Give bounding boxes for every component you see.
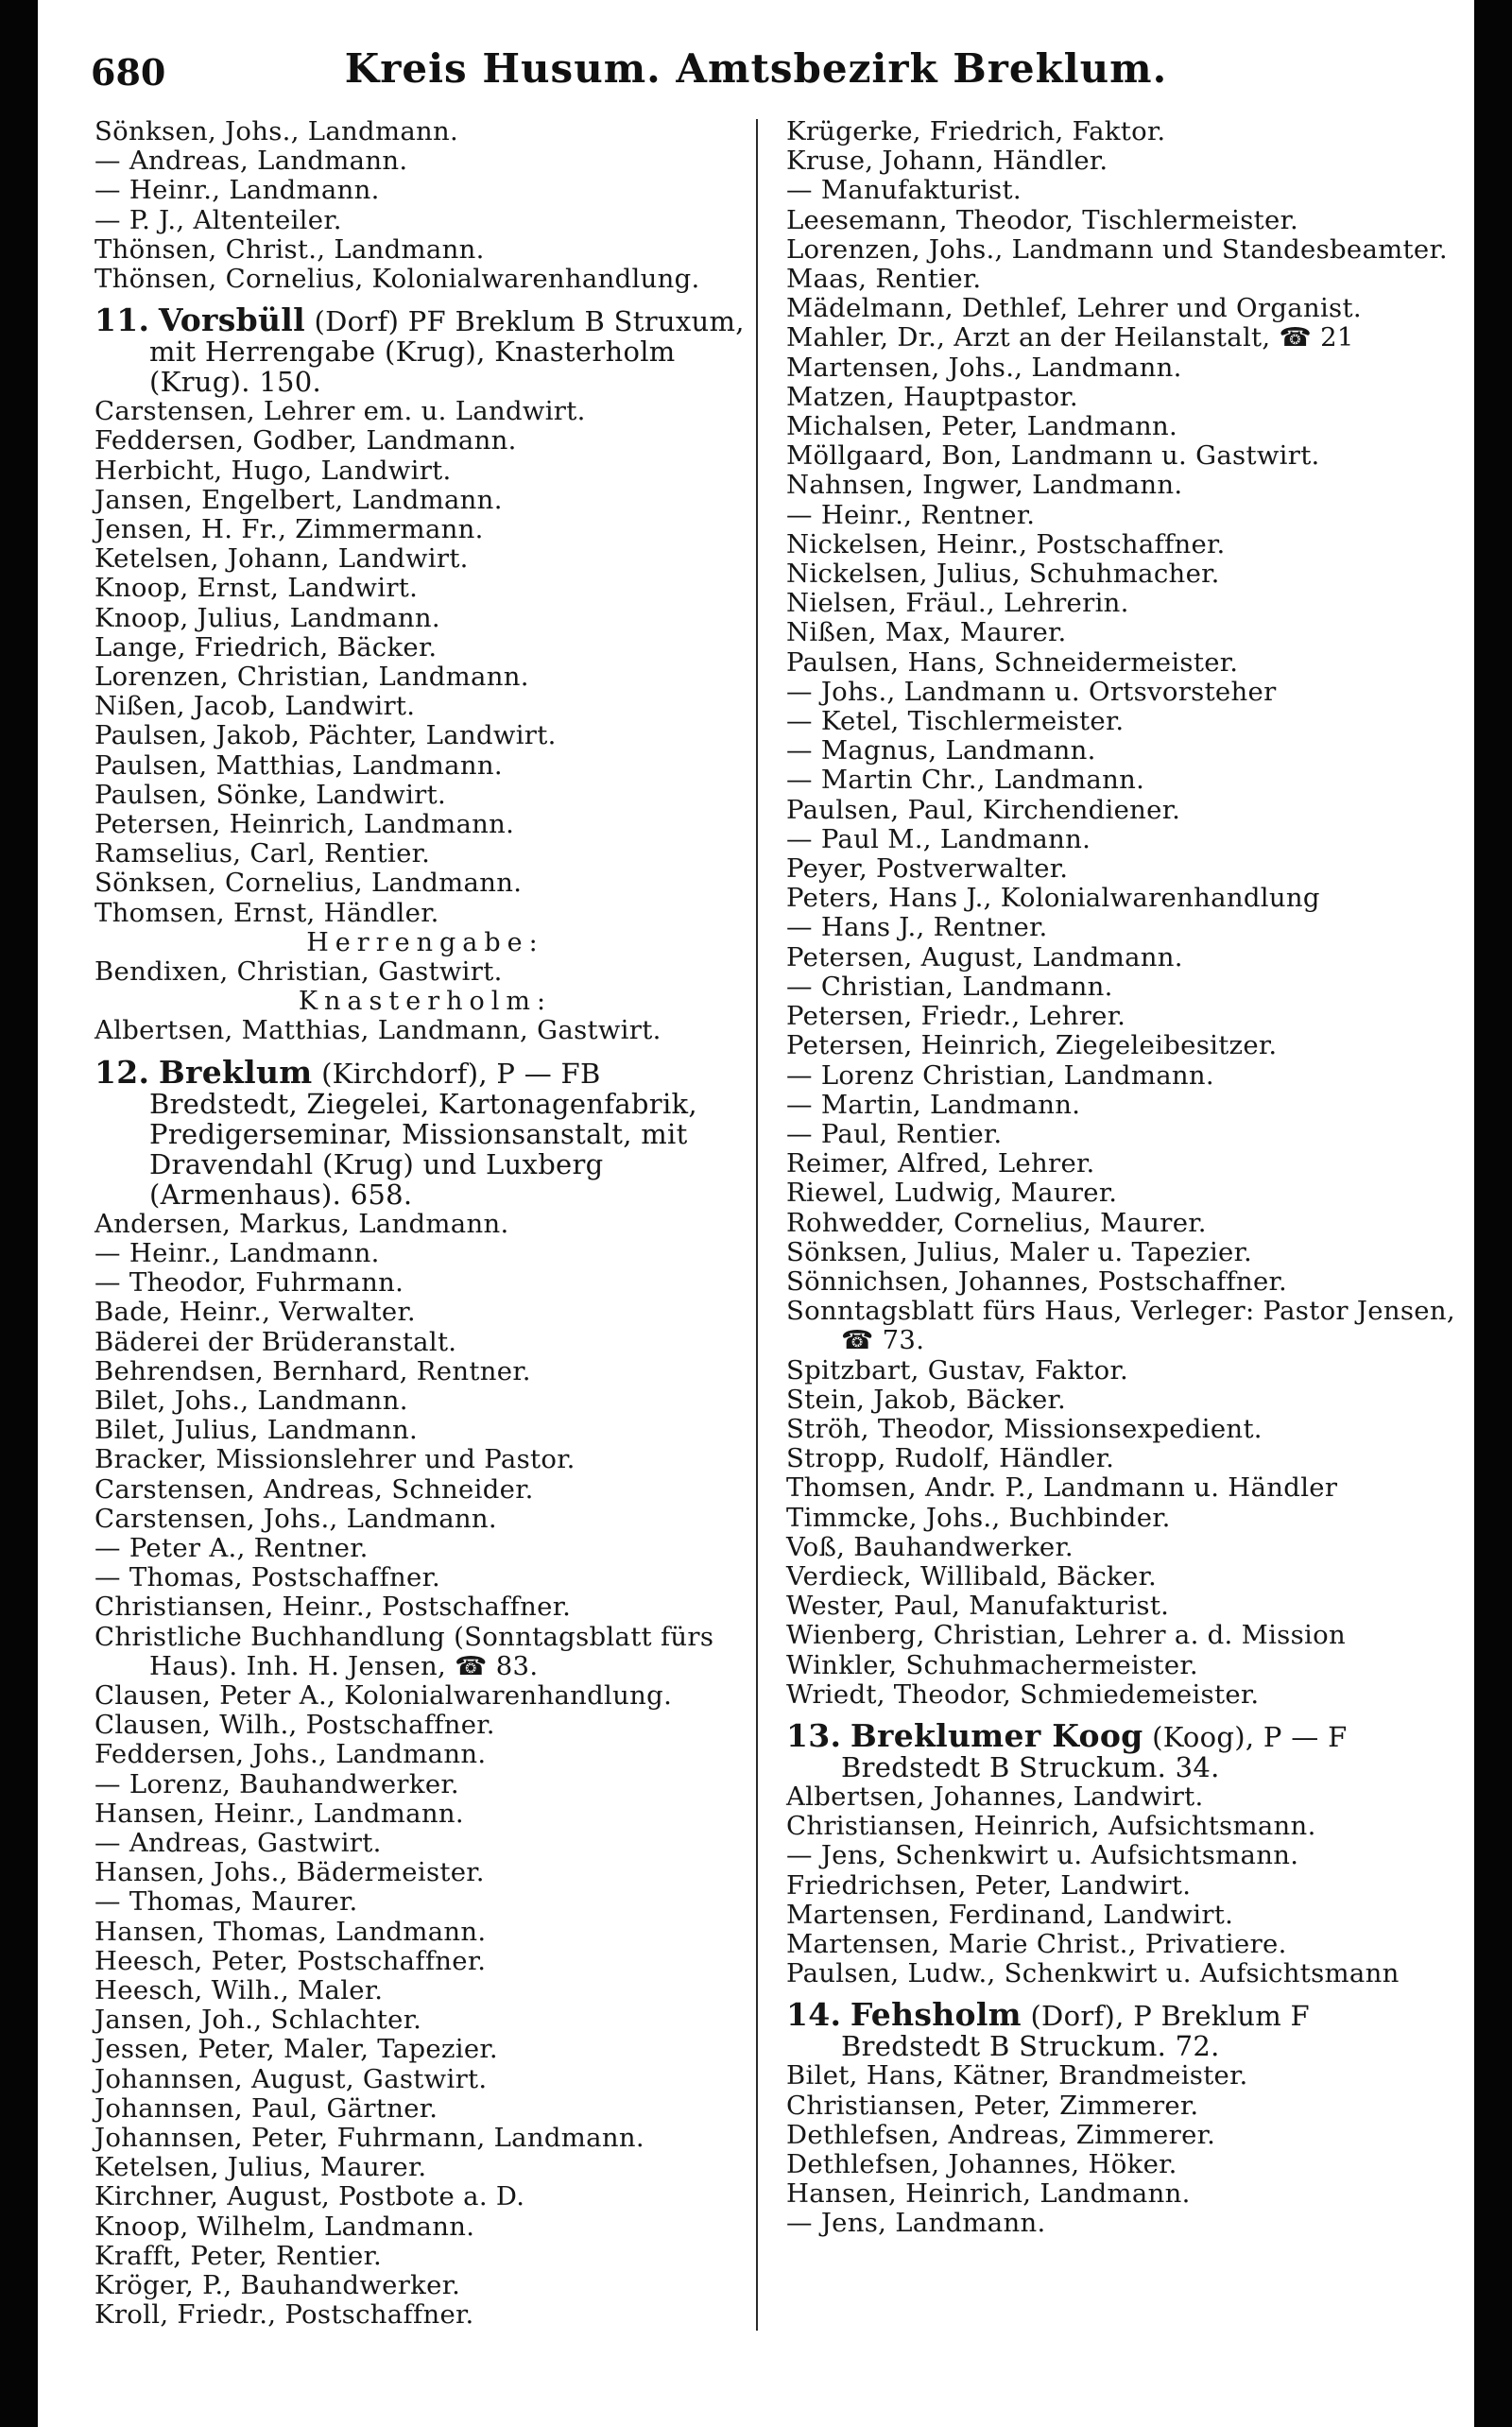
directory-entry: Stropp, Rudolf, Händler.	[786, 1443, 1115, 1474]
directory-entry: Paulsen, Paul, Kirchendiener.	[786, 794, 1181, 825]
directory-entry: Christiansen, Heinrich, Aufsichtsmann.	[786, 1811, 1316, 1842]
directory-entry: Lange, Friedrich, Bäcker.	[94, 631, 438, 663]
section-number: 13.	[786, 1716, 842, 1754]
directory-entry: Sönnichsen, Johannes, Postschaffner.	[786, 1265, 1288, 1297]
directory-entry: Feddersen, Godber, Landmann.	[94, 425, 517, 456]
directory-entry: Heesch, Wilh., Maler.	[94, 1974, 384, 2005]
scan-border-right	[1474, 0, 1512, 2427]
directory-entry: Bäderei der Brüderanstalt.	[94, 1326, 457, 1357]
directory-entry: — Lorenz Christian, Landmann.	[786, 1059, 1214, 1091]
directory-entry: Matzen, Hauptpastor.	[786, 381, 1078, 412]
section-heading	[94, 301, 756, 399]
running-title: Kreis Husum. Amtsbezirk Breklum.	[344, 45, 1168, 92]
directory-entry: Johannsen, August, Gastwirt.	[94, 2063, 488, 2094]
directory-entry: Thönsen, Cornelius, Kolonialwarenhandlung.	[94, 264, 700, 295]
directory-entry: Behrendsen, Bernhard, Rentner.	[94, 1355, 531, 1386]
directory-entry: Feddersen, Johs., Landmann.	[94, 1739, 487, 1770]
directory-entry: Petersen, Heinrich, Landmann.	[94, 809, 515, 840]
section-place-name: Fehsholm	[850, 1996, 1022, 2034]
directory-entry: — Heinr., Landmann.	[94, 175, 380, 206]
directory-entry: Albertsen, Matthias, Landmann, Gastwirt.	[94, 1015, 662, 1046]
directory-entry: Rohwedder, Cornelius, Maurer.	[786, 1207, 1207, 1238]
directory-entry: — Magnus, Landmann.	[786, 735, 1096, 766]
directory-entry: Martensen, Ferdinand, Landwirt.	[786, 1899, 1234, 1930]
directory-entry: — P. J., Altenteiler.	[94, 204, 342, 235]
directory-entry: Kröger, P., Bauhandwerker.	[94, 2270, 461, 2300]
directory-entry: Hansen, Heinrich, Landmann.	[786, 2178, 1191, 2210]
directory-entry: Jessen, Peter, Maler, Tapezier.	[94, 2034, 498, 2065]
directory-entry: Paulsen, Sönke, Landwirt.	[94, 779, 447, 810]
directory-entry: Peters, Hans J., Kolonialwarenhandlung	[786, 883, 1320, 914]
page-header	[0, 38, 1512, 113]
directory-entry: Ramselius, Carl, Rentier.	[94, 838, 431, 869]
directory-entry: Krügerke, Friedrich, Faktor.	[786, 116, 1166, 146]
directory-entry: Sönksen, Julius, Maler u. Tapezier.	[786, 1236, 1253, 1267]
directory-entry: Christiansen, Peter, Zimmerer.	[786, 2090, 1199, 2121]
directory-entry: Bilet, Hans, Kätner, Brandmeister.	[786, 2060, 1248, 2091]
directory-entry: Nißen, Max, Maurer.	[786, 617, 1067, 648]
scan-border-left	[0, 0, 38, 2427]
directory-entry: Verdieck, Willibald, Bäcker.	[786, 1560, 1158, 1592]
section-heading	[786, 1716, 1455, 1783]
directory-entry: Knoop, Ernst, Landwirt.	[94, 573, 419, 604]
directory-entry: Hansen, Thomas, Landmann.	[94, 1916, 487, 1947]
locality-subheading: Knasterholm:	[298, 987, 553, 1017]
directory-entry: Leesemann, Theodor, Tischlermeister.	[786, 204, 1299, 235]
directory-entry: Jansen, Joh., Schlachter.	[94, 2005, 422, 2036]
directory-entry: — Andreas, Gastwirt.	[94, 1827, 382, 1858]
directory-entry: Peyer, Postverwalter.	[786, 853, 1069, 885]
directory-entry: Sönksen, Johs., Landmann.	[94, 116, 459, 146]
directory-entry: Dethlefsen, Andreas, Zimmerer.	[786, 2119, 1216, 2150]
directory-entry: Sönksen, Cornelius, Landmann.	[94, 868, 523, 899]
directory-entry: Kirchner, August, Postbote a. D.	[94, 2181, 525, 2212]
directory-entry: Thönsen, Christ., Landmann.	[94, 233, 485, 265]
directory-entry: Lorenzen, Christian, Landmann.	[94, 662, 529, 693]
directory-entry: Clausen, Peter A., Kolonialwarenhandlung.	[94, 1679, 673, 1711]
directory-entry: Jensen, H. Fr., Zimmermann.	[94, 514, 484, 545]
directory-entry: Dethlefsen, Johannes, Höker.	[786, 2149, 1177, 2179]
directory-entry: Riewel, Ludwig, Maurer.	[786, 1178, 1118, 1209]
directory-entry: Maas, Rentier.	[786, 264, 982, 295]
directory-entry: Bendixen, Christian, Gastwirt.	[94, 956, 503, 988]
directory-entry: Wester, Paul, Manufakturist.	[786, 1591, 1170, 1622]
directory-entry: Lorenzen, Johs., Landmann und Standesbeamter.	[786, 233, 1448, 265]
directory-entry: — Ketel, Tischlermeister.	[786, 706, 1125, 737]
directory-entry: Andersen, Markus, Landmann.	[94, 1208, 509, 1239]
section-number: 12.	[94, 1053, 150, 1091]
directory-entry: Paulsen, Ludw., Schenkwirt u. Aufsichtsmann	[786, 1958, 1400, 1989]
directory-entry: Hansen, Johs., Bädermeister.	[94, 1857, 485, 1888]
directory-entry: Petersen, August, Landmann.	[786, 941, 1183, 973]
directory-entry: Christiansen, Heinr., Postschaffner.	[94, 1592, 572, 1623]
directory-entry: Michalsen, Peter, Landmann.	[786, 411, 1178, 442]
directory-entry: Thomsen, Ernst, Händler.	[94, 897, 439, 928]
directory-entry: — Peter A., Rentner.	[94, 1532, 369, 1563]
section-heading	[786, 1996, 1455, 2063]
directory-entry: Möllgaard, Bon, Landmann u. Gastwirt.	[786, 440, 1320, 472]
directory-entry: Nickelsen, Heinr., Postschaffner.	[786, 528, 1226, 559]
directory-entry: Friedrichsen, Peter, Landwirt.	[786, 1869, 1192, 1901]
directory-entry: Bracker, Missionslehrer und Pastor.	[94, 1444, 576, 1475]
section-number: 11.	[94, 301, 150, 339]
directory-entry: Timmcke, Johs., Buchbinder.	[786, 1502, 1171, 1533]
directory-entry: Christliche Buchhandlung (Sonntagsblatt fürs Haus). Inh. H. Jensen, ☎ 83.	[94, 1621, 714, 1681]
directory-entry: Ströh, Theodor, Missionsexpedient.	[786, 1413, 1263, 1444]
directory-entry: — Martin, Landmann.	[786, 1089, 1081, 1120]
directory-entry: — Andreas, Landmann.	[94, 146, 408, 177]
column-divider	[756, 119, 758, 2331]
directory-entry: — Martin Chr., Landmann.	[786, 765, 1145, 796]
right-column	[786, 117, 1455, 2239]
directory-entry: Wriedt, Theodor, Schmiedemeister.	[786, 1678, 1260, 1710]
directory-entry: Heesch, Peter, Postschaffner.	[94, 1945, 487, 1976]
directory-entry: Paulsen, Matthias, Landmann.	[94, 749, 503, 781]
section-number: 14.	[786, 1996, 842, 2034]
section-place-name: Breklumer Koog	[850, 1716, 1143, 1754]
directory-entry: Petersen, Heinrich, Ziegeleibesitzer.	[786, 1030, 1278, 1061]
directory-entry: Nielsen, Fräul., Lehrerin.	[786, 588, 1129, 619]
directory-entry: Martensen, Johs., Landmann.	[786, 352, 1182, 383]
directory-entry: Albertsen, Johannes, Landwirt.	[786, 1781, 1204, 1812]
directory-entry: Petersen, Friedr., Lehrer.	[786, 1001, 1126, 1032]
directory-entry: Knoop, Julius, Landmann.	[94, 602, 440, 633]
left-column	[94, 117, 756, 2330]
directory-entry: — Lorenz, Bauhandwerker.	[94, 1768, 459, 1799]
directory-entry: Knoop, Wilhelm, Landmann.	[94, 2211, 475, 2242]
directory-entry: — Thomas, Maurer.	[94, 1886, 358, 1918]
directory-entry: Nickelsen, Julius, Schuhmacher.	[786, 559, 1220, 590]
directory-entry: Voß, Bauhandwerker.	[786, 1531, 1074, 1562]
section-description: (Dorf), P Breklum F Bredstedt B Struckum. 72.	[841, 2000, 1310, 2063]
directory-entry: Bade, Heinr., Verwalter.	[94, 1297, 416, 1328]
section-description: (Koog), P — F Bredstedt B Struckum. 34.	[841, 1720, 1348, 1783]
directory-entry: Kruse, Johann, Händler.	[786, 146, 1108, 177]
directory-entry: Nahnsen, Ingwer, Landmann.	[786, 470, 1183, 501]
directory-entry: Johannsen, Peter, Fuhrmann, Landmann.	[94, 2122, 644, 2153]
directory-entry: Sonntagsblatt fürs Haus, Verleger: Pastor Jensen, ☎ 73.	[786, 1296, 1455, 1356]
directory-entry: — Johs., Landmann u. Ortsvorsteher	[786, 676, 1277, 707]
directory-entry: Hansen, Heinr., Landmann.	[94, 1798, 464, 1829]
directory-entry: — Manufakturist.	[786, 175, 1022, 206]
directory-entry: Wienberg, Christian, Lehrer a. d. Mission	[786, 1620, 1346, 1651]
directory-entry: Reimer, Alfred, Lehrer.	[786, 1148, 1095, 1179]
directory-entry: Stein, Jakob, Bäcker.	[786, 1384, 1066, 1415]
directory-entry: Paulsen, Jakob, Pächter, Landwirt.	[94, 720, 557, 751]
directory-entry: Carstensen, Lehrer em. u. Landwirt.	[94, 396, 586, 427]
page-number: 680	[91, 51, 166, 94]
directory-entry: Clausen, Wilh., Postschaffner.	[94, 1710, 495, 1741]
directory-entry: Bilet, Johs., Landmann.	[94, 1385, 408, 1416]
section-place-name: Breklum	[158, 1053, 313, 1091]
directory-entry: Spitzbart, Gustav, Faktor.	[786, 1354, 1128, 1386]
directory-entry: — Heinr., Rentner.	[786, 499, 1036, 530]
directory-entry: Paulsen, Hans, Schneidermeister.	[786, 646, 1239, 678]
directory-entry: Kroll, Friedr., Postschaffner.	[94, 2299, 474, 2331]
directory-entry: Krafft, Peter, Rentier.	[94, 2240, 383, 2271]
section-description: (Dorf) PF Breklum B Struxum, mit Herrengabe (Krug), Knasterholm (Krug). 150.	[149, 305, 745, 399]
directory-entry: — Jens, Landmann.	[786, 2208, 1046, 2239]
directory-entry: Herbicht, Hugo, Landwirt.	[94, 455, 452, 486]
directory-entry: Mädelmann, Dethlef, Lehrer und Organist.	[786, 293, 1362, 324]
directory-entry: — Jens, Schenkwirt u. Aufsichtsmann.	[786, 1840, 1299, 1871]
directory-entry: Johannsen, Paul, Gärtner.	[94, 2092, 438, 2124]
directory-entry: Martensen, Marie Christ., Privatiere.	[786, 1928, 1287, 1959]
section-heading	[94, 1053, 756, 1211]
directory-entry: Winkler, Schuhmachermeister.	[786, 1649, 1198, 1680]
section-description: (Kirchdorf), P — FB Bredstedt, Ziegelei, Kartonagenfabrik, Predigerseminar, Missionsanstalt, mit Dravendahl (Krug) und Luxberg (Armenhaus). 658.	[149, 1057, 697, 1211]
directory-entry: Nißen, Jacob, Landwirt.	[94, 691, 416, 722]
directory-entry: Mahler, Dr., Arzt an der Heilanstalt, ☎ 21	[786, 322, 1354, 353]
directory-entry: — Christian, Landmann.	[786, 971, 1113, 1002]
directory-entry: Jansen, Engelbert, Landmann.	[94, 484, 503, 515]
directory-entry: — Heinr., Landmann.	[94, 1237, 380, 1268]
directory-entry: Carstensen, Andreas, Schneider.	[94, 1473, 534, 1505]
directory-entry: Bilet, Julius, Landmann.	[94, 1415, 419, 1446]
directory-entry: Ketelsen, Julius, Maurer.	[94, 2152, 427, 2183]
directory-entry: Ketelsen, Johann, Landwirt.	[94, 543, 469, 575]
directory-entry: — Theodor, Fuhrmann.	[94, 1267, 404, 1299]
directory-entry: — Paul, Rentier.	[786, 1118, 1003, 1149]
directory-entry: Thomsen, Andr. P., Landmann u. Händler	[786, 1472, 1338, 1504]
directory-entry: — Paul M., Landmann.	[786, 823, 1091, 854]
locality-subheading: Herrengabe:	[306, 927, 544, 957]
directory-entry: — Hans J., Rentner.	[786, 912, 1048, 943]
directory-entry: — Thomas, Postschaffner.	[94, 1562, 441, 1593]
directory-entry: Carstensen, Johs., Landmann.	[94, 1503, 497, 1534]
section-place-name: Vorsbüll	[158, 301, 305, 339]
